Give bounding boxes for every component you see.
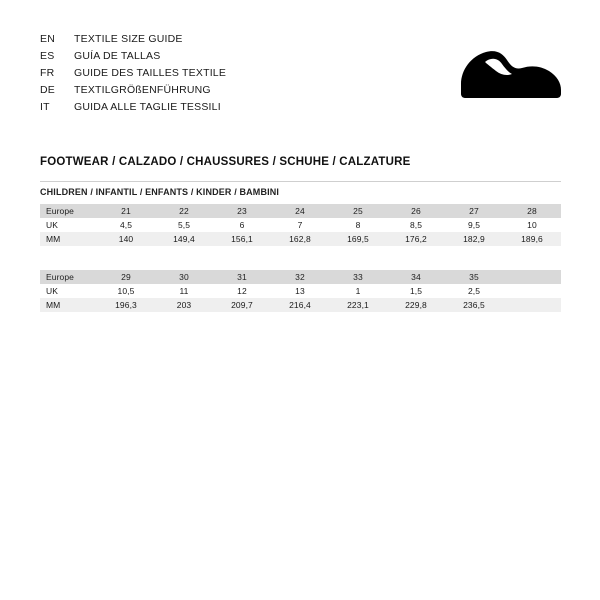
cell: 182,9 bbox=[445, 232, 503, 246]
cell: 2,5 bbox=[445, 284, 503, 298]
row-label-europe: Europe bbox=[40, 270, 97, 284]
language-list bbox=[40, 31, 370, 116]
cell: 5,5 bbox=[155, 218, 213, 232]
language-code-de: DE bbox=[40, 84, 55, 96]
cell: 31 bbox=[213, 270, 271, 284]
cell: 223,1 bbox=[329, 298, 387, 312]
cell: 32 bbox=[271, 270, 329, 284]
cell: 33 bbox=[329, 270, 387, 284]
language-label-it: GUIDA ALLE TAGLIE TESSILI bbox=[74, 101, 221, 113]
cell: 229,8 bbox=[387, 298, 445, 312]
cell: 156,1 bbox=[213, 232, 271, 246]
language-label-de: TEXTILGRÖßENFÜHRUNG bbox=[74, 84, 211, 96]
cell: 203 bbox=[155, 298, 213, 312]
cell: 26 bbox=[387, 204, 445, 218]
section-divider bbox=[40, 181, 561, 182]
cell-empty bbox=[503, 298, 561, 312]
cell: 149,4 bbox=[155, 232, 213, 246]
section-title: FOOTWEAR / CALZADO / CHAUSSURES / SCHUHE / CALZATURE bbox=[40, 156, 411, 168]
cell: 13 bbox=[271, 284, 329, 298]
cell: 176,2 bbox=[387, 232, 445, 246]
cell: 29 bbox=[97, 270, 155, 284]
language-code-it: IT bbox=[40, 101, 50, 113]
table-row bbox=[40, 204, 561, 218]
cell: 28 bbox=[503, 204, 561, 218]
language-row-en bbox=[40, 31, 370, 48]
cell: 25 bbox=[329, 204, 387, 218]
cell: 10,5 bbox=[97, 284, 155, 298]
table-row bbox=[40, 232, 561, 246]
row-label-mm: MM bbox=[40, 298, 97, 312]
size-table-children-29-35 bbox=[40, 270, 561, 312]
table-row bbox=[40, 298, 561, 312]
cell: 22 bbox=[155, 204, 213, 218]
cell: 189,6 bbox=[503, 232, 561, 246]
language-label-es: GUÍA DE TALLAS bbox=[74, 50, 161, 62]
cell: 30 bbox=[155, 270, 213, 284]
cell: 216,4 bbox=[271, 298, 329, 312]
language-code-es: ES bbox=[40, 50, 55, 62]
language-code-en: EN bbox=[40, 33, 55, 45]
row-label-mm: MM bbox=[40, 232, 97, 246]
cell: 169,5 bbox=[329, 232, 387, 246]
language-row-fr bbox=[40, 65, 370, 82]
cell: 236,5 bbox=[445, 298, 503, 312]
cell: 4,5 bbox=[97, 218, 155, 232]
section-subtitle: CHILDREN / INFANTIL / ENFANTS / KINDER / BAMBINI bbox=[40, 187, 280, 197]
language-row-de bbox=[40, 82, 370, 99]
cell: 10 bbox=[503, 218, 561, 232]
cell: 35 bbox=[445, 270, 503, 284]
language-label-fr: GUIDE DES TAILLES TEXTILE bbox=[74, 67, 227, 79]
cell: 34 bbox=[387, 270, 445, 284]
language-label-en: TEXTILE SIZE GUIDE bbox=[74, 33, 183, 45]
cell: 11 bbox=[155, 284, 213, 298]
language-row-es bbox=[40, 48, 370, 65]
cell: 1 bbox=[329, 284, 387, 298]
size-table-children-21-28 bbox=[40, 204, 561, 246]
row-label-europe: Europe bbox=[40, 204, 97, 218]
language-row-it bbox=[40, 99, 370, 116]
cell: 209,7 bbox=[213, 298, 271, 312]
cell: 7 bbox=[271, 218, 329, 232]
cell: 140 bbox=[97, 232, 155, 246]
cell: 24 bbox=[271, 204, 329, 218]
cell: 9,5 bbox=[445, 218, 503, 232]
cell: 6 bbox=[213, 218, 271, 232]
cell: 23 bbox=[213, 204, 271, 218]
cell-empty bbox=[503, 284, 561, 298]
cell: 8 bbox=[329, 218, 387, 232]
row-label-uk: UK bbox=[40, 284, 97, 298]
cell: 27 bbox=[445, 204, 503, 218]
table-row bbox=[40, 218, 561, 232]
row-label-uk: UK bbox=[40, 218, 97, 232]
shoe-icon bbox=[455, 40, 565, 102]
table-row bbox=[40, 270, 561, 284]
cell: 12 bbox=[213, 284, 271, 298]
cell: 1,5 bbox=[387, 284, 445, 298]
cell: 8,5 bbox=[387, 218, 445, 232]
cell: 162,8 bbox=[271, 232, 329, 246]
language-code-fr: FR bbox=[40, 67, 55, 79]
cell: 196,3 bbox=[97, 298, 155, 312]
cell-empty bbox=[503, 270, 561, 284]
table-row bbox=[40, 284, 561, 298]
cell: 21 bbox=[97, 204, 155, 218]
